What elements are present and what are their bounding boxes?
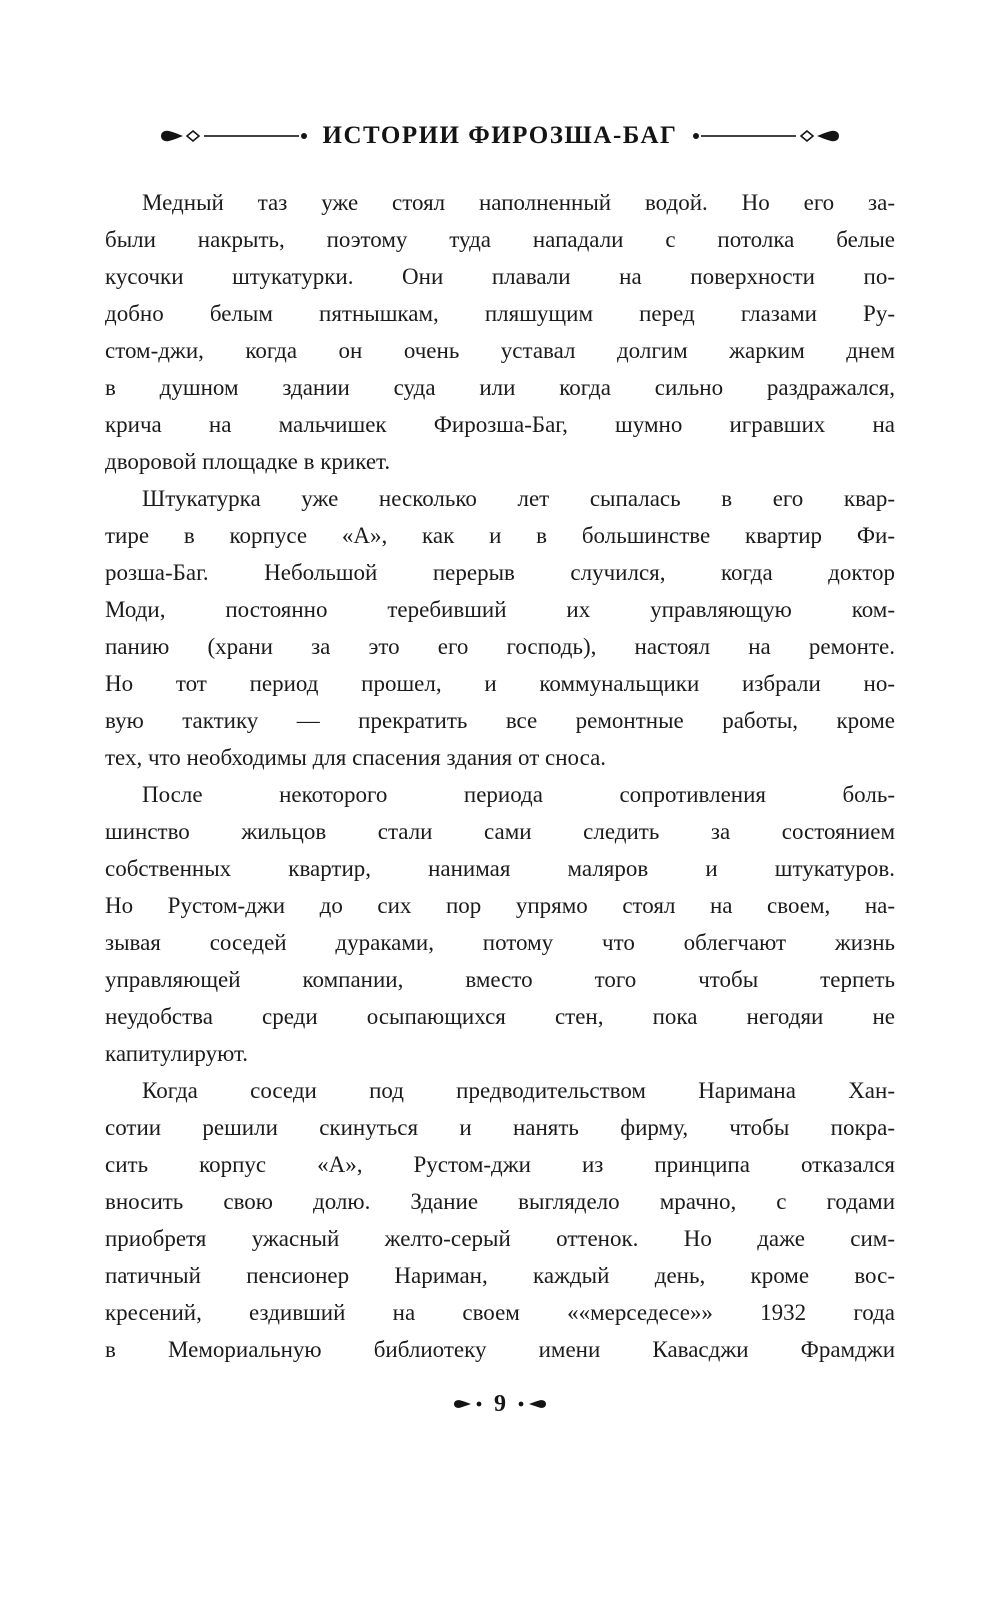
text-line: розша-Баг. Небольшой перерыв случился, когда доктор bbox=[105, 560, 895, 585]
page-text bbox=[105, 184, 895, 1368]
text-line: Но Рустом-джи до сих пор упрямо стоял на своем, на- bbox=[105, 893, 895, 918]
text-line: вую тактику — прекратить все ремонтные работы, кроме bbox=[105, 708, 895, 733]
text-line: в душном здании суда или когда сильно раздражался, bbox=[105, 375, 895, 400]
page-footer bbox=[0, 1392, 1000, 1416]
text-line: панию (храни за это его господь), настоял на ремонте. bbox=[105, 634, 895, 659]
page-number: 9 bbox=[494, 1391, 506, 1417]
text-line: тех, что необходимы для спасения здания от сноса. bbox=[105, 745, 607, 770]
text-line: неудобства среди осыпающихся стен, пока негодяи не bbox=[105, 1004, 895, 1029]
text-line: патичный пенсионер Нариман, каждый день, кроме вос- bbox=[105, 1263, 895, 1288]
text-line: приобретя ужасный желто-серый оттенок. Но даже сим- bbox=[105, 1226, 895, 1251]
text-line: крича на мальчишек Фирозша-Баг, шумно игравших на bbox=[105, 412, 895, 437]
header-flourish-right-icon bbox=[691, 128, 841, 144]
text-line: Моди, постоянно теребивший их управляющую ком- bbox=[105, 597, 895, 622]
text-line: вносить свою долю. Здание выглядело мрачно, с годами bbox=[105, 1189, 895, 1214]
text-line: Штукатурка уже несколько лет сыпалась в его квар- bbox=[142, 486, 895, 511]
text-line: Когда соседи под предводительством Наримана Хан- bbox=[142, 1078, 895, 1103]
text-line: были накрыть, поэтому туда нападали с потолка белые bbox=[105, 227, 895, 252]
chapter-title: ИСТОРИИ ФИРОЗША-БАГ bbox=[322, 122, 678, 149]
text-line: Но тот период прошел, и коммунальщики избрали но- bbox=[105, 671, 895, 696]
header-flourish-left-icon bbox=[159, 128, 309, 144]
text-line: собственных квартир, нанимая маляров и штукатуров. bbox=[105, 856, 895, 881]
paragraph bbox=[105, 776, 895, 1072]
paragraph bbox=[105, 184, 895, 480]
text-line: зывая соседей дураками, потому что облегчают жизнь bbox=[105, 930, 895, 955]
text-line: стом-джи, когда он очень уставал долгим жарким днем bbox=[105, 338, 895, 363]
paragraph bbox=[105, 480, 895, 776]
text-line: кусочки штукатурки. Они плавали на поверхности по- bbox=[105, 264, 895, 289]
text-line: добно белым пятнышкам, пляшущим перед глазами Ру- bbox=[105, 301, 895, 326]
footer-flourish-left-icon bbox=[453, 1398, 483, 1410]
text-line: кресений, ездивший на своем ««мерседесе»» 1932 года bbox=[105, 1300, 895, 1325]
text-line: капитулируют. bbox=[105, 1041, 249, 1066]
text-line: управляющей компании, вместо того чтобы терпеть bbox=[105, 967, 895, 992]
text-line: Медный таз уже стоял наполненный водой. Но его за- bbox=[142, 190, 895, 215]
text-line: в Мемориальную библиотеку имени Кавасджи Фрамджи bbox=[105, 1337, 895, 1362]
footer-flourish-right-icon bbox=[517, 1398, 547, 1410]
text-line: дворовой площадке в крикет. bbox=[105, 449, 391, 474]
paragraph bbox=[105, 1072, 895, 1368]
text-line: После некоторого периода сопротивления боль- bbox=[142, 782, 895, 807]
text-line: шинство жильцов стали сами следить за состоянием bbox=[105, 819, 895, 844]
text-line: сить корпус «А», Рустом-джи из принципа отказался bbox=[105, 1152, 895, 1177]
text-line: сотии решили скинуться и нанять фирму, чтобы покра- bbox=[105, 1115, 895, 1140]
chapter-header bbox=[0, 0, 1000, 150]
text-line: тире в корпусе «А», как и в большинстве квартир Фи- bbox=[105, 523, 895, 548]
